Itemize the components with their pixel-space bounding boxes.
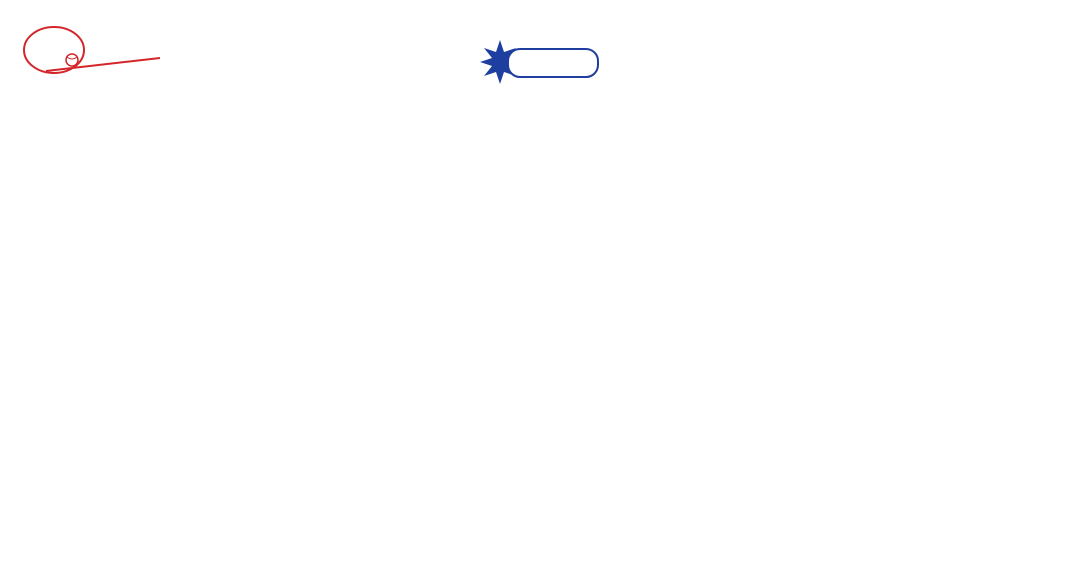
sponsor-logo: [478, 38, 602, 90]
atp-logo: [20, 24, 164, 78]
